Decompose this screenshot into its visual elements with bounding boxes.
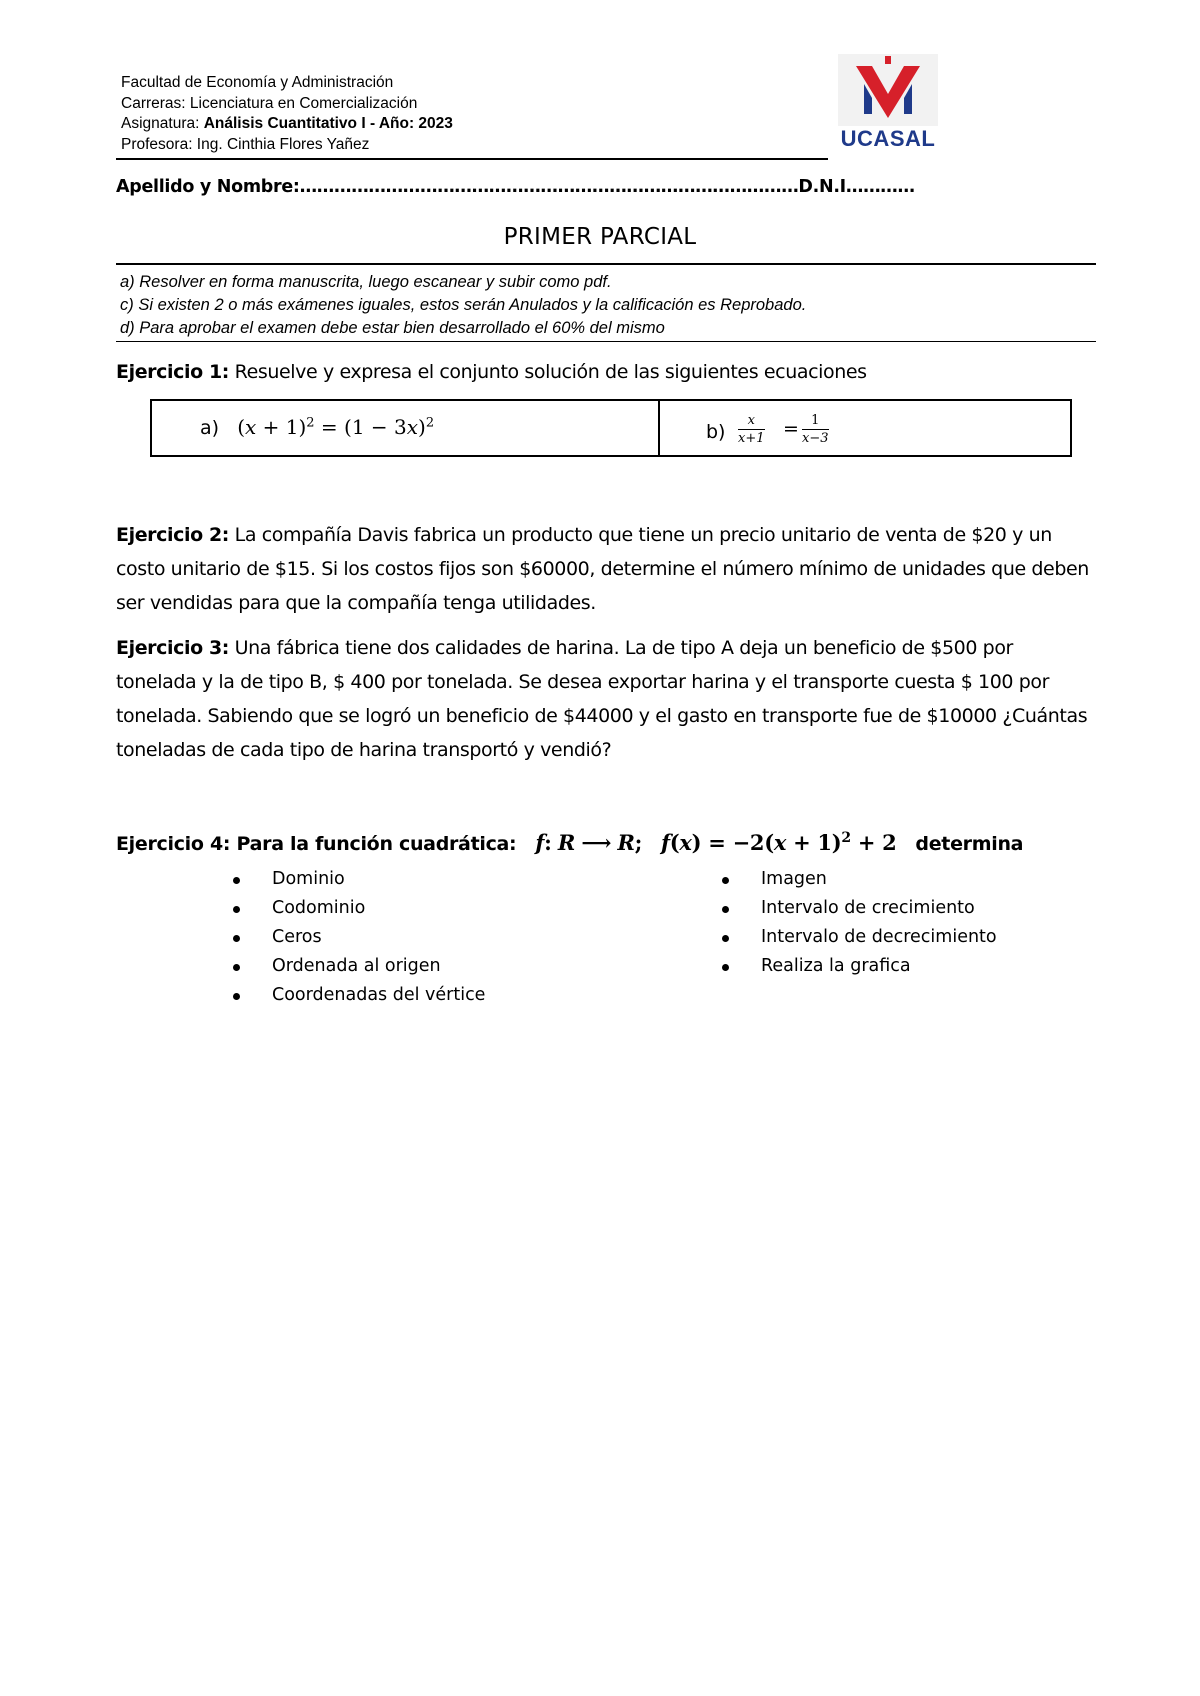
- list-item: Intervalo de crecimiento: [722, 894, 997, 923]
- exercise-2-text: La compañía Davis fabrica un producto que tiene un precio unitario de venta de $20 y un costo unitario de $15. Si los costos fijos son $60000, determine el número mínimo de unidades que deben ser vendidas para que la compañía tenga utilidades.: [116, 524, 1089, 614]
- list-item: Intervalo de decrecimiento: [722, 923, 997, 952]
- ucasal-logo: [838, 54, 948, 152]
- student-name-field[interactable]: Apellido y Nombre:……………………………………………………………………………D.N.I…………: [116, 177, 915, 197]
- instruction-a: a) Resolver en forma manuscrita, luego escanear y subir como pdf.: [120, 273, 612, 291]
- exercise-1-text: Resuelve y expresa el conjunto solución de las siguientes ecuaciones: [229, 361, 867, 383]
- exercise-3-text: Una fábrica tiene dos calidades de harina. La de tipo A deja un beneficio de $500 por tonelada y la de tipo B, $ 400 por tonelada. Se desea exportar harina y el transporte cuesta $ 100 por tonelada. Sabiendo que se logró un beneficio de $44000 y el gasto en transporte fue de $10000 ¿Cuántas toneladas de cada tipo de harina transportó y vendió?: [116, 637, 1088, 761]
- ucasal-v-emblem-icon: [838, 54, 938, 126]
- exercise-1-label: Ejercicio 1:: [116, 361, 229, 383]
- career-text: Carreras: Licenciatura en Comercialización: [121, 94, 418, 112]
- exercise-4-tail: determina: [915, 833, 1024, 855]
- equation-b-left-numerator: x: [738, 413, 765, 430]
- list-item: Realiza la grafica: [722, 952, 997, 981]
- bullet-icon: [233, 906, 240, 913]
- exercise-4-right-list: [722, 865, 997, 981]
- equation-b-equals: =: [783, 418, 799, 440]
- bullet-icon: [233, 993, 240, 1000]
- bullet-icon: [722, 935, 729, 942]
- equation-b-right-numerator: 1: [802, 413, 829, 430]
- bullet-icon: [722, 964, 729, 971]
- bullet-icon: [233, 877, 240, 884]
- equation-a-formula: $(x + 1)^2 = (1 - 3x)^2$: [237, 415, 435, 439]
- equation-b-left-fraction: [738, 413, 765, 446]
- faculty-text: Facultad de Economía y Administración: [121, 74, 394, 91]
- equation-a-label: a): [200, 417, 220, 439]
- exercise-3-label: Ejercicio 3:: [116, 637, 229, 659]
- exercise-1-statement: [116, 355, 1096, 389]
- list-item: Coordenadas del vértice: [233, 981, 485, 1010]
- logo-text: UCASAL: [840, 126, 936, 151]
- exercise-4-left-list: [233, 865, 485, 1010]
- list-item: Ceros: [233, 923, 485, 952]
- exercise-4-statement: Ejercicio 4: Para la función cuadrática: f: R ⟶ R; $f(x) = -2(x + 1)^2 + 2$ determina: [116, 830, 1024, 855]
- equations-box: [150, 399, 1072, 457]
- instruction-d: d) Para aprobar el examen debe estar bien desarrollado el 60% del mismo: [120, 319, 665, 337]
- exercise-2-statement: [116, 518, 1096, 620]
- bullet-icon: [722, 906, 729, 913]
- teacher-text: Profesora: Ing. Cinthia Flores Yañez: [121, 135, 370, 153]
- list-item: Codominio: [233, 894, 485, 923]
- equations-divider: [658, 401, 660, 455]
- list-item: Ordenada al origen: [233, 952, 485, 981]
- function-formula: $f(x) = -2(x + 1)^2 + 2$: [661, 830, 897, 855]
- exercise-4-label: Ejercicio 4: Para la función cuadrática:: [116, 833, 517, 855]
- list-item: Dominio: [233, 865, 485, 894]
- subject-prefix: Asignatura:: [121, 115, 204, 132]
- header-block: [121, 73, 453, 155]
- equation-b-left-denominator: x+1: [738, 431, 765, 446]
- equation-b-label: b): [706, 421, 726, 443]
- exercise-3-statement: [116, 631, 1096, 767]
- equation-b-right-fraction: [802, 413, 829, 446]
- header-divider: [116, 158, 828, 160]
- subject-text: Análisis Cuantitativo I - Año: 2023: [203, 115, 453, 132]
- instruction-c: c) Si existen 2 o más exámenes iguales, estos serán Anulados y la calificación es Reprobado.: [120, 296, 807, 314]
- exercise-2-label: Ejercicio 2:: [116, 524, 229, 546]
- list-item: Imagen: [722, 865, 997, 894]
- bullet-icon: [722, 877, 729, 884]
- title-rule-top: [116, 263, 1096, 265]
- exam-title: PRIMER PARCIAL: [503, 224, 697, 250]
- title-rule-bottom: [116, 341, 1096, 342]
- bullet-icon: [233, 935, 240, 942]
- bullet-icon: [233, 964, 240, 971]
- equation-a: [200, 415, 434, 439]
- subject-line: [121, 114, 453, 135]
- function-domain-codomain: f: [535, 830, 545, 855]
- equation-b-right-denominator: x−3: [802, 431, 829, 446]
